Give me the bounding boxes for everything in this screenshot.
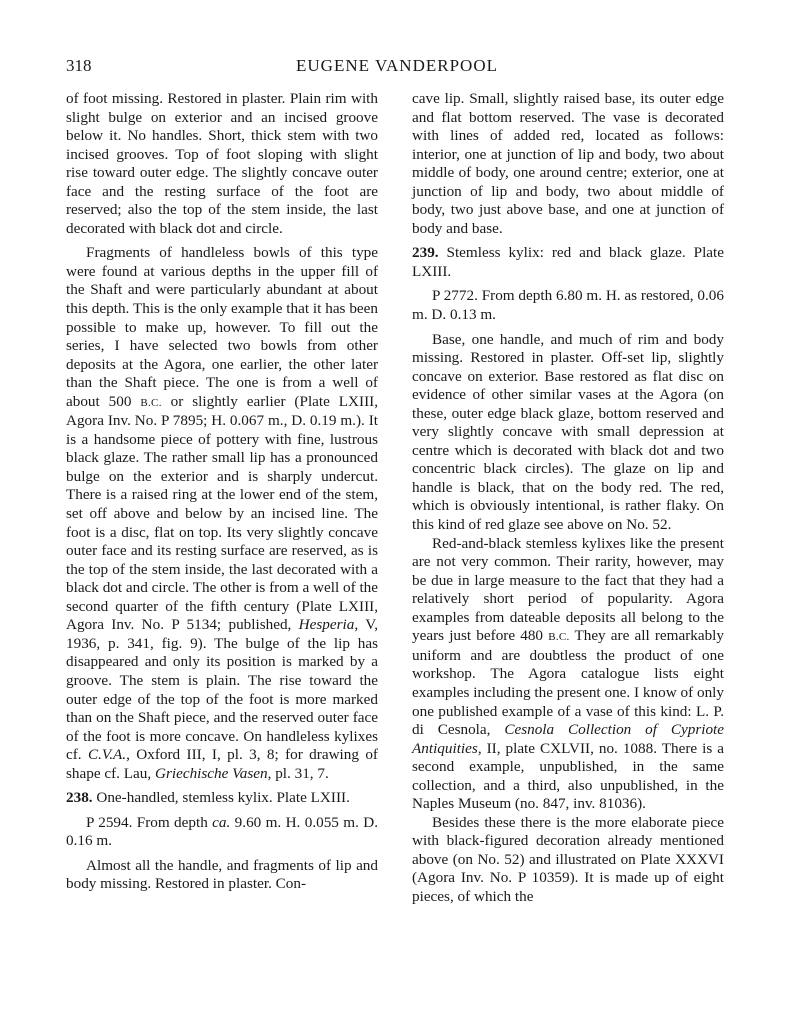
catalogue-entry-239-heading: 239. Stemless kylix: red and black glaze. Plate LXIII. xyxy=(412,244,724,280)
cesnola-reference: Cesnola Collection of Cypriote Antiquities xyxy=(412,721,725,757)
catalogue-entry-239-description: Base, one handle, and much of rim and body missing. Restored in plaster. Off-set lip, slightly concave on exterior. Base restored as flat disc on evidence of other similar vases at the Agora (on these, outer edge black glaze, bottom reserved and very slightly concave with small depression at centre which is decorated with black dot and two concentric black circles). The glaze on lip and handle is black, that on the body red. The red, which is obviously intentional, is rather flaky. On this kind of red glaze see above on No. 52. xyxy=(412,330,724,534)
right-paragraph-1: cave lip. Small, slightly raised base, its outer edge and flat bottom reserved. The vase is decorated with lines of added red, located as follows: interior, one at junction of lip and body, two about middle of body, one around centre; exterior, one at junction of lip and body, two about middle of body, two just above base, and one at junction of body and base. xyxy=(412,90,724,237)
running-title: EUGENE VANDERPOOL xyxy=(296,56,498,75)
catalogue-entry-238-description: Almost all the handle, and fragments of lip and body missing. Restored in plaster. Con- xyxy=(66,856,378,893)
journal-title: Hesperia xyxy=(298,616,355,634)
left-column xyxy=(66,90,378,894)
catalogue-entry-238-meta: P 2594. From depth ca. 9.60 m. H. 0.055 m. D. 0.16 m. xyxy=(66,813,378,850)
right-paragraph-3: Red-and-black stemless kylixes like the present are not very common. Their rarity, however, may be due in large measure to the fact that they had a relatively short period of popularity. Agora examples from dateable deposits all belong to the years just before 480 B.C. They are all remarkably uniform and are doubtless the product of one workshop. The Agora catalogue lists eight examples including the present one. I know of only one published example of a vase of this kind: L. P. di Cesnola, Cesnola Collection of Cypriote Antiquities, II, plate CXLVII, no. 1088. There is a second example, unpublished, in the same collection, and a third, also unpublished, in the Naples Museum (no. 847, inv. 81036). xyxy=(412,534,725,813)
catalogue-entry-238-heading: 238. One-handled, stemless kylix. Plate LXIII. xyxy=(66,789,350,807)
page-number: 318 xyxy=(66,56,92,75)
right-column xyxy=(412,90,724,907)
lau-reference: Griechische Vasen xyxy=(154,764,268,782)
entry-number: 238. xyxy=(66,789,93,807)
cva-reference: C.V.A. xyxy=(87,746,127,764)
catalogue-entry-239-meta: P 2772. From depth 6.80 m. H. as restored, 0.06 m. D. 0.13 m. xyxy=(412,287,724,324)
entry-number: 239. xyxy=(412,244,439,262)
right-paragraph-4: Besides these there is the more elaborate piece with black-figured decoration already mentioned above (on No. 52) and illustrated on Plate XXXVI (Agora Inv. No. P 10359). It is made up of eight pieces, of which the xyxy=(412,813,724,905)
left-paragraph-1: of foot missing. Restored in plaster. Plain rim with slight bulge on exterior and an incised groove below it. No handles. Short, thick stem with two incised grooves. Top of foot sloping with slight rise toward outer edge. The slightly concave outer face and the resting surface of the foot are reserved; also the top of the stem inside, the last decorated with black dot and circle. xyxy=(66,90,378,237)
page-header xyxy=(66,56,728,82)
left-paragraph-2: Fragments of handleless bowls of this type were found at various depths in the upper fill of the Shaft and were particularly abundant at about this depth. This is the only example that it has been possible to make up, however. To fill out the series, I have selected two bowls from other deposits at the Agora, one earlier, the other later than the Shaft piece. The one is from a well of about 500 B.C. or slightly earlier (Plate LXIII, Agora Inv. No. P 7895; H. 0.067 m., D. 0.19 m.). It is a handsome piece of pottery with fine, lustrous black glaze. The rather small lip has a pronounced bulge on the exterior and is sharply undercut. There is a raised ring at the lower end of the stem, set off above and below by an incised line. The foot is a disc, flat on top. Its very slightly concave outer face and its resting surface are reserved, as is the top of the stem inside, the last decorated with a black dot and circle. The other is from a well of the second quarter of the fifth century (Plate LXIII, Agora Inv. No. P 5134; published, Hesperia, V, 1936, p. 341, fig. 9). The bulge of the lip has disappeared and only its position is marked by a groove. The stem is plain. The rise toward the outer edge of the top of the foot is more marked than on the Shaft piece, and the reserved outer face of the foot is more concave. On handleless kylixes cf. C.V.A., Oxford III, I, pl. 3, 8; for drawing of shape cf. Lau, Griechische Vasen, pl. 31, 7. xyxy=(66,244,378,782)
